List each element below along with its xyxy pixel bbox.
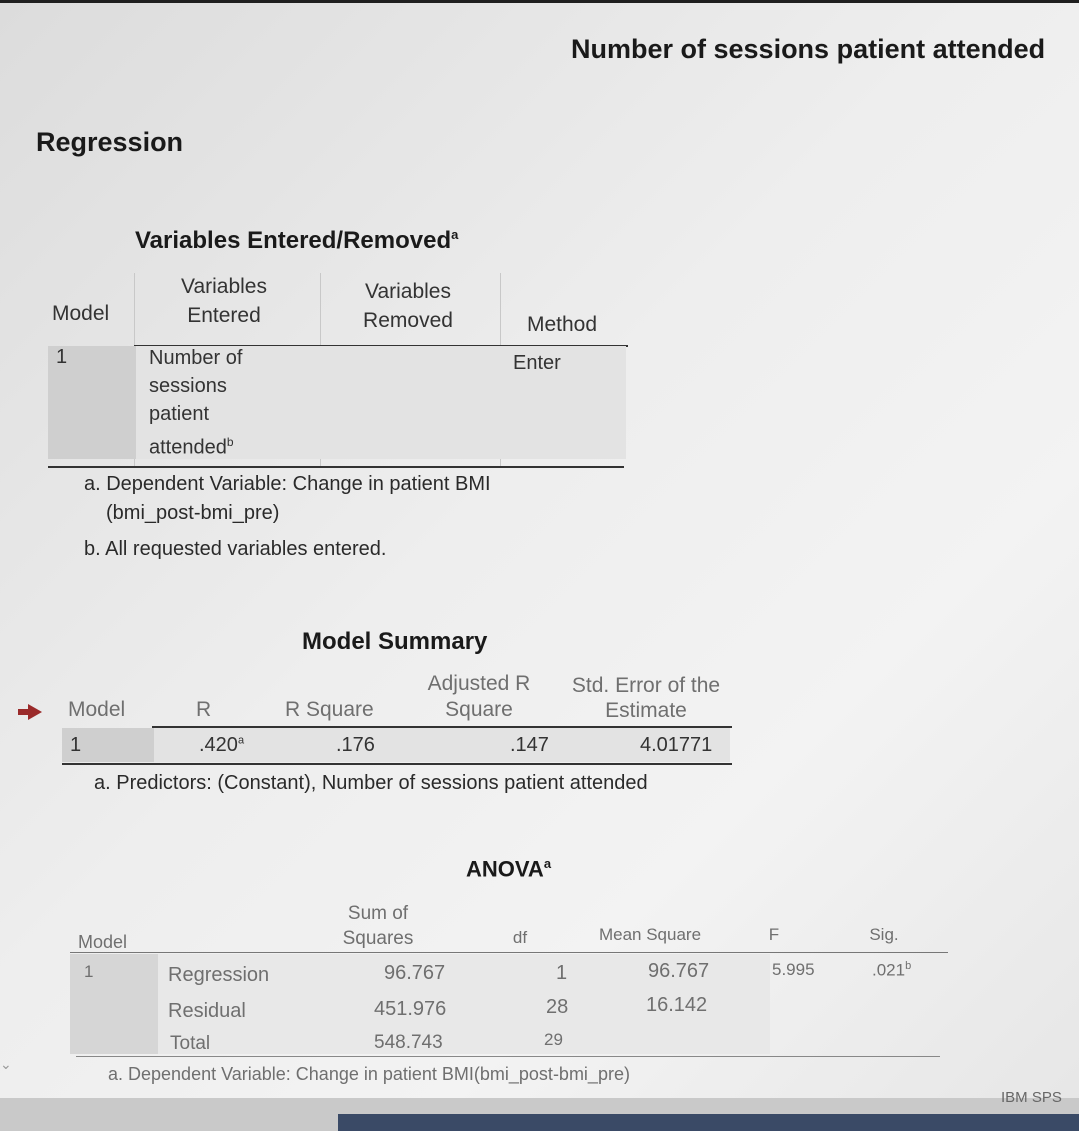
model-summary-title: Model Summary	[302, 628, 488, 655]
anova-header-model: Model	[78, 932, 128, 952]
summary-header-se-1: Std. Error of the	[571, 674, 721, 697]
taskbar	[338, 1114, 1079, 1131]
variables-header-entered-2: Entered	[187, 304, 261, 327]
variables-row-entered	[149, 344, 242, 462]
anova-sig-sup: b	[905, 960, 912, 972]
anova-header-ss-1: Sum of	[347, 903, 409, 924]
summary-bottom-rule	[62, 763, 732, 765]
anova-row-total-df: 29	[544, 1030, 563, 1049]
anova-row-residual-label: Residual	[168, 1000, 246, 1022]
variables-entered-line-3: patient	[149, 403, 210, 425]
summary-row-model: 1	[70, 734, 82, 756]
variables-footnote-a: a. Dependent Variable: Change in patient BMI	[84, 473, 491, 495]
variables-footnote-a-cont: (bmi_post-bmi_pre)	[106, 502, 280, 524]
left-edge-chevron-icon: ⌄	[0, 1056, 12, 1072]
anova-header-sig: Sig.	[869, 925, 899, 944]
summary-row-r-square: .176	[336, 734, 375, 756]
variables-entered-line-1: Number of	[149, 347, 243, 369]
variables-bottom-rule	[48, 466, 624, 468]
anova-row-total-label: Total	[170, 1033, 211, 1054]
variables-entered-line-4	[149, 428, 242, 462]
summary-row-se: 4.01771	[640, 734, 713, 756]
variables-footnote-b: b. All requested variables entered.	[84, 538, 387, 560]
variables-title-text: Variables Entered/Removed	[135, 227, 452, 254]
anova-row-regression-ms: 96.767	[648, 960, 710, 982]
anova-header-df: df	[512, 928, 528, 947]
active-row-arrow-icon	[28, 704, 42, 720]
variables-entered-line-4-text: attended	[149, 436, 227, 459]
anova-row-residual-ms: 16.142	[646, 994, 708, 1016]
summary-row-adjusted: .147	[510, 734, 549, 756]
anova-header-rule	[70, 952, 948, 953]
variables-title-sup: a	[451, 227, 459, 242]
anova-model-num: 1	[84, 962, 94, 981]
summary-row-r	[199, 734, 244, 757]
summary-row-r-sup: a	[237, 734, 245, 747]
anova-footnote: a. Dependent Variable: Change in patient BMI(bmi_post-bmi_pre)	[108, 1064, 630, 1084]
variables-entered-line-2: sessions	[149, 375, 227, 397]
summary-header-r-square: R Square	[285, 698, 374, 721]
anova-sig-value: .021	[872, 960, 906, 980]
variables-header-removed-2: Removed	[363, 309, 453, 332]
section-title: Regression	[36, 127, 184, 157]
summary-header-adjusted-2: Square	[445, 698, 513, 721]
chart-heading: Number of sessions patient attended	[571, 34, 1046, 64]
anova-row-residual-df: 28	[546, 996, 569, 1018]
variables-header-method: Method	[526, 313, 598, 336]
anova-row-regression-label: Regression	[168, 964, 270, 986]
variables-entered-sup: b	[226, 435, 234, 449]
variables-header-entered-1: Variables	[181, 275, 267, 298]
summary-header-r: R	[196, 698, 212, 721]
variables-header-model: Model	[52, 302, 110, 325]
anova-row-residual-ss: 451.976	[374, 998, 447, 1020]
variables-row-method: Enter	[513, 352, 561, 374]
anova-row-regression-df: 1	[556, 962, 568, 984]
anova-title-text: ANOVA	[466, 856, 544, 882]
anova-bottom-rule	[76, 1056, 940, 1057]
summary-header-model: Model	[68, 698, 126, 721]
anova-row-total-ss: 548.743	[374, 1032, 443, 1053]
variables-row-model: 1	[56, 346, 68, 368]
ibm-spss-label: IBM SPS	[1001, 1089, 1062, 1106]
summary-header-se-2: Estimate	[605, 699, 687, 722]
variables-table-title	[135, 227, 458, 255]
anova-header-f: F	[768, 925, 780, 944]
summary-header-adjusted-1: Adjusted R	[427, 672, 531, 695]
top-border	[0, 0, 1079, 3]
variables-header-removed-1: Variables	[365, 280, 451, 303]
anova-row-regression-sig	[872, 960, 911, 981]
anova-header-ms: Mean Square	[598, 925, 702, 944]
anova-title-sup: a	[543, 856, 552, 871]
summary-row-r-value: .420	[199, 734, 238, 756]
anova-row-regression-ss: 96.767	[384, 962, 446, 984]
summary-footnote: a. Predictors: (Constant), Number of sessions patient attended	[94, 772, 648, 794]
anova-row-regression-f: 5.995	[772, 960, 815, 979]
anova-header-ss-2: Squares	[342, 928, 414, 949]
anova-title	[466, 856, 551, 882]
